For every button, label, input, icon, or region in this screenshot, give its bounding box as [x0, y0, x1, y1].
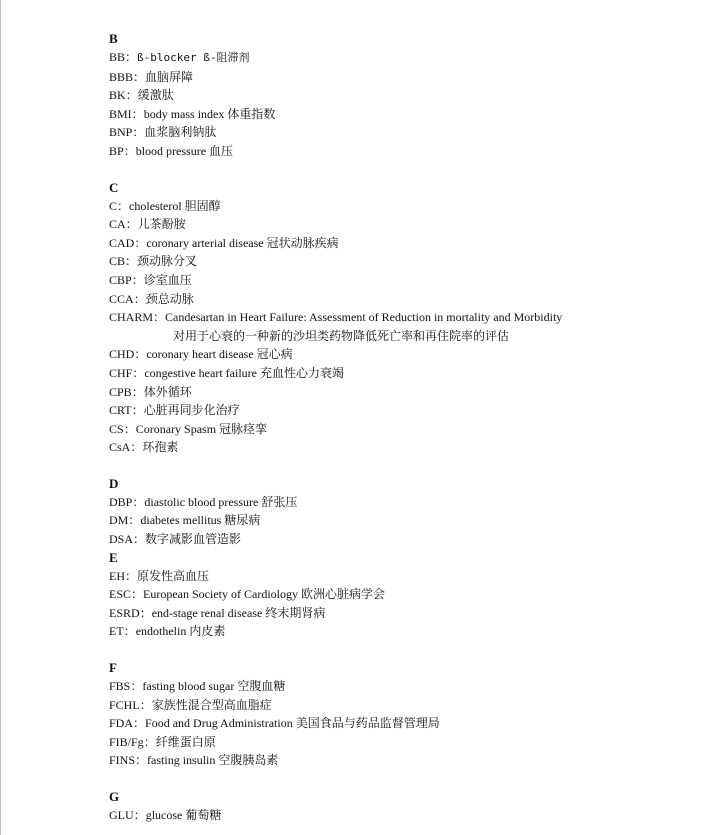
list-item: CsA：环孢素: [109, 440, 179, 455]
definition: Candesartan in Heart Failure: Assessment of Reduction in mortality and Morbidity: [165, 310, 563, 325]
list-item: FBS：fasting blood sugar 空腹血糖: [109, 679, 286, 694]
list-item: FINS：fasting insulin 空腹胰岛素: [109, 753, 279, 768]
list-item: BMI：body mass index 体重指数: [109, 106, 276, 121]
abbr: BMI: [109, 106, 132, 121]
section-letter: C: [109, 179, 119, 195]
abbr: CBP: [109, 272, 132, 287]
definition: 数字减影血管造影: [145, 532, 242, 547]
abbr: FINS: [109, 753, 136, 768]
definition: endothelin 内皮素: [135, 624, 226, 639]
definition: diabetes mellitus 糖尿病: [140, 513, 261, 528]
list-item: ESC：European Society of Cardiology 欧洲心脏病学会: [109, 587, 385, 602]
list-item: CPB：体外循环: [109, 384, 192, 399]
section-d: [109, 475, 699, 549]
definition: 颈动脉分叉: [137, 254, 198, 269]
list-item: CAD：coronary arterial disease 冠状动脉疾病: [109, 235, 339, 250]
section-letter: F: [109, 660, 117, 676]
list-item: ET：endothelin 内皮素: [109, 624, 226, 639]
abbr: ESRD: [109, 605, 140, 620]
definition: fasting insulin 空腹胰岛素: [147, 753, 279, 768]
definition: 家族性混合型高血脂症: [151, 697, 272, 712]
definition: glucose 葡萄糖: [145, 808, 222, 822]
abbr: CRT: [109, 403, 132, 418]
definition: congestive heart failure 充血性心力衰竭: [144, 365, 344, 380]
definition: blood pressure 血压: [135, 143, 234, 158]
definition: 颈总动脉: [145, 291, 194, 306]
definition: 原发性高血压: [137, 568, 210, 583]
section-f: [109, 659, 699, 770]
abbr: CA: [109, 217, 126, 232]
abbreviation-list: [109, 30, 699, 825]
abbr: CsA: [109, 440, 131, 455]
abbr: FDA: [109, 716, 134, 731]
abbr: DBP: [109, 494, 133, 509]
definition: 缓激肽: [137, 88, 174, 103]
abbr: ET: [109, 624, 124, 639]
definition: European Society of Cardiology 欧洲心脏病学会: [143, 587, 385, 602]
page-edge: [0, 0, 1, 835]
definition: Food and Drug Administration 美国食品与药品监督管理局: [145, 716, 440, 731]
abbr: CHD: [109, 347, 135, 362]
abbr: DSA: [109, 532, 134, 547]
abbr: CHARM: [109, 310, 154, 325]
abbr: CB: [109, 254, 126, 269]
list-item: DBP：diastolic blood pressure 舒张压: [109, 494, 298, 509]
abbr: CCA: [109, 291, 134, 306]
list-item: CB：颈动脉分叉: [109, 254, 198, 269]
abbr: CS: [109, 421, 124, 436]
abbr: BK: [109, 88, 126, 103]
list-item: BNP：血浆脑利钠肽: [109, 125, 217, 140]
definition: coronary heart disease 冠心病: [146, 347, 293, 362]
definition: 心脏再同步化治疗: [143, 403, 240, 418]
abbr: BBB: [109, 69, 134, 84]
section-letter: E: [109, 549, 118, 565]
list-item: FDA：Food and Drug Administration 美国食品与药品监督管理局: [109, 716, 440, 731]
section-c: [109, 179, 699, 457]
list-item: CRT：心脏再同步化治疗: [109, 403, 240, 418]
definition: body mass index 体重指数: [143, 106, 276, 121]
abbr: BP: [109, 143, 124, 158]
definition: fasting blood sugar 空腹血糖: [142, 679, 286, 694]
list-item: BBB：血脑屏障: [109, 69, 194, 84]
definition: 血脑屏障: [145, 69, 194, 84]
list-item: CCA：颈总动脉: [109, 291, 194, 306]
list-item: GLU：glucose 葡萄糖: [109, 808, 222, 822]
list-item: FIB/Fg：纤维蛋白原: [109, 734, 216, 749]
list-item: CHARM：Candesartan in Heart Failure: Assessment of Reduction in mortality and Morbidity: [109, 310, 563, 325]
definition: 环孢素: [142, 440, 179, 455]
abbr: CPB: [109, 384, 132, 399]
abbr: CHF: [109, 365, 133, 380]
section-g: [109, 788, 699, 825]
abbr: CAD: [109, 235, 135, 250]
list-item: CBP：诊室血压: [109, 272, 192, 287]
definition: ß-blocker ß-阻滞剂: [137, 51, 250, 64]
section-letter: G: [109, 789, 120, 804]
definition-continuation: 对用于心衰的一种新的沙坦类药物降低死亡率和再住院率的评估: [173, 328, 510, 343]
abbr: DM: [109, 513, 129, 528]
abbr: EH: [109, 568, 125, 583]
abbr: FBS: [109, 679, 131, 694]
definition: 诊室血压: [143, 272, 192, 287]
list-item: CHD：coronary heart disease 冠心病: [109, 347, 293, 362]
list-item: C：cholesterol 胆固醇: [109, 198, 221, 213]
definition: diastolic blood pressure 舒张压: [144, 494, 298, 509]
section-letter: D: [109, 475, 119, 491]
list-item: BB：ß-blocker ß-阻滞剂: [109, 50, 250, 64]
list-item: DM：diabetes mellitus 糖尿病: [109, 513, 261, 528]
list-item: CHF：congestive heart failure 充血性心力衰竭: [109, 365, 344, 380]
abbr: BB: [109, 50, 126, 64]
abbr: FIB/Fg: [109, 734, 144, 749]
list-item: CS：Coronary Spasm 冠脉痉挛: [109, 421, 268, 436]
abbr: ESC: [109, 587, 132, 602]
section-b: [109, 30, 699, 161]
definition: 纤维蛋白原: [155, 734, 216, 749]
abbr: BNP: [109, 125, 133, 140]
abbr: C: [109, 198, 118, 213]
definition: 血浆脑利钠肽: [144, 125, 217, 140]
list-item: BK：缓激肽: [109, 88, 174, 103]
definition: cholesterol 胆固醇: [129, 198, 221, 213]
list-item: CA：儿茶酚胺: [109, 217, 186, 232]
list-item: EH：原发性高血压: [109, 568, 210, 583]
definition: Coronary Spasm 冠脉痉挛: [135, 421, 268, 436]
list-item: BP：blood pressure 血压: [109, 143, 234, 158]
section-letter: B: [109, 31, 118, 46]
section-e: [109, 549, 699, 641]
definition: end-stage renal disease 终末期肾病: [151, 605, 326, 620]
list-item: ESRD：end-stage renal disease 终末期肾病: [109, 605, 326, 620]
abbr: GLU: [109, 808, 134, 822]
abbr: FCHL: [109, 697, 140, 712]
list-item: FCHL：家族性混合型高血脂症: [109, 697, 272, 712]
list-item: DSA：数字减影血管造影: [109, 532, 242, 547]
definition: 体外循环: [143, 384, 192, 399]
definition: coronary arterial disease 冠状动脉疾病: [146, 235, 339, 250]
definition: 儿茶酚胺: [137, 217, 186, 232]
